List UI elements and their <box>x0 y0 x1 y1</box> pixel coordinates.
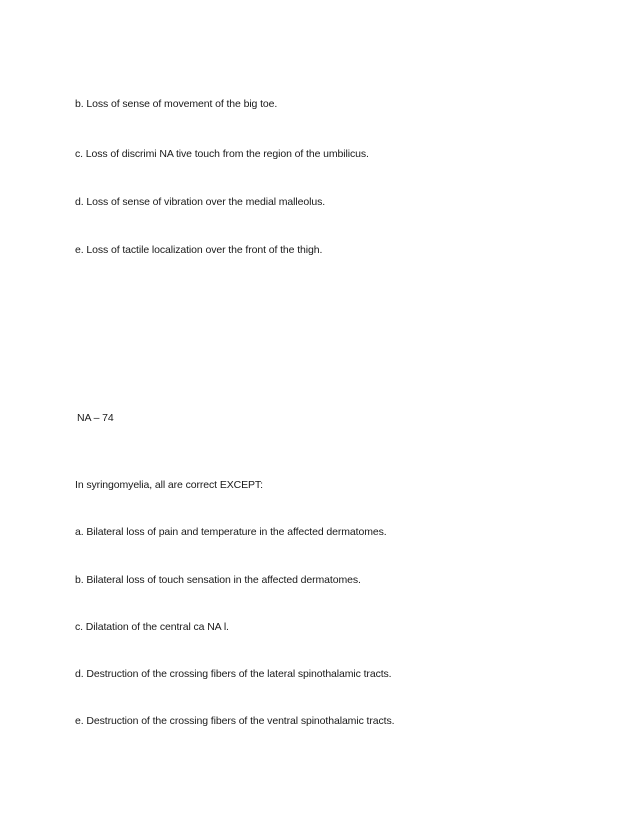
option-c: c. Dilatation of the central ca NA l. <box>75 621 229 633</box>
option-e: e. Destruction of the crossing fibers of the ventral spinothalamic tracts. <box>75 715 395 727</box>
question-stem: In syringomyelia, all are correct EXCEPT: <box>75 479 263 491</box>
prev-option-b: b. Loss of sense of movement of the big toe. <box>75 98 278 110</box>
prev-option-c: c. Loss of discrimi NA tive touch from the region of the umbilicus. <box>75 148 369 160</box>
option-a: a. Bilateral loss of pain and temperature in the affected dermatomes. <box>75 526 387 538</box>
question-number: NA – 74 <box>77 412 114 424</box>
option-b: b. Bilateral loss of touch sensation in the affected dermatomes. <box>75 574 361 586</box>
prev-option-e: e. Loss of tactile localization over the front of the thigh. <box>75 244 323 256</box>
prev-option-d: d. Loss of sense of vibration over the medial malleolus. <box>75 196 326 208</box>
option-d: d. Destruction of the crossing fibers of the lateral spinothalamic tracts. <box>75 668 392 680</box>
